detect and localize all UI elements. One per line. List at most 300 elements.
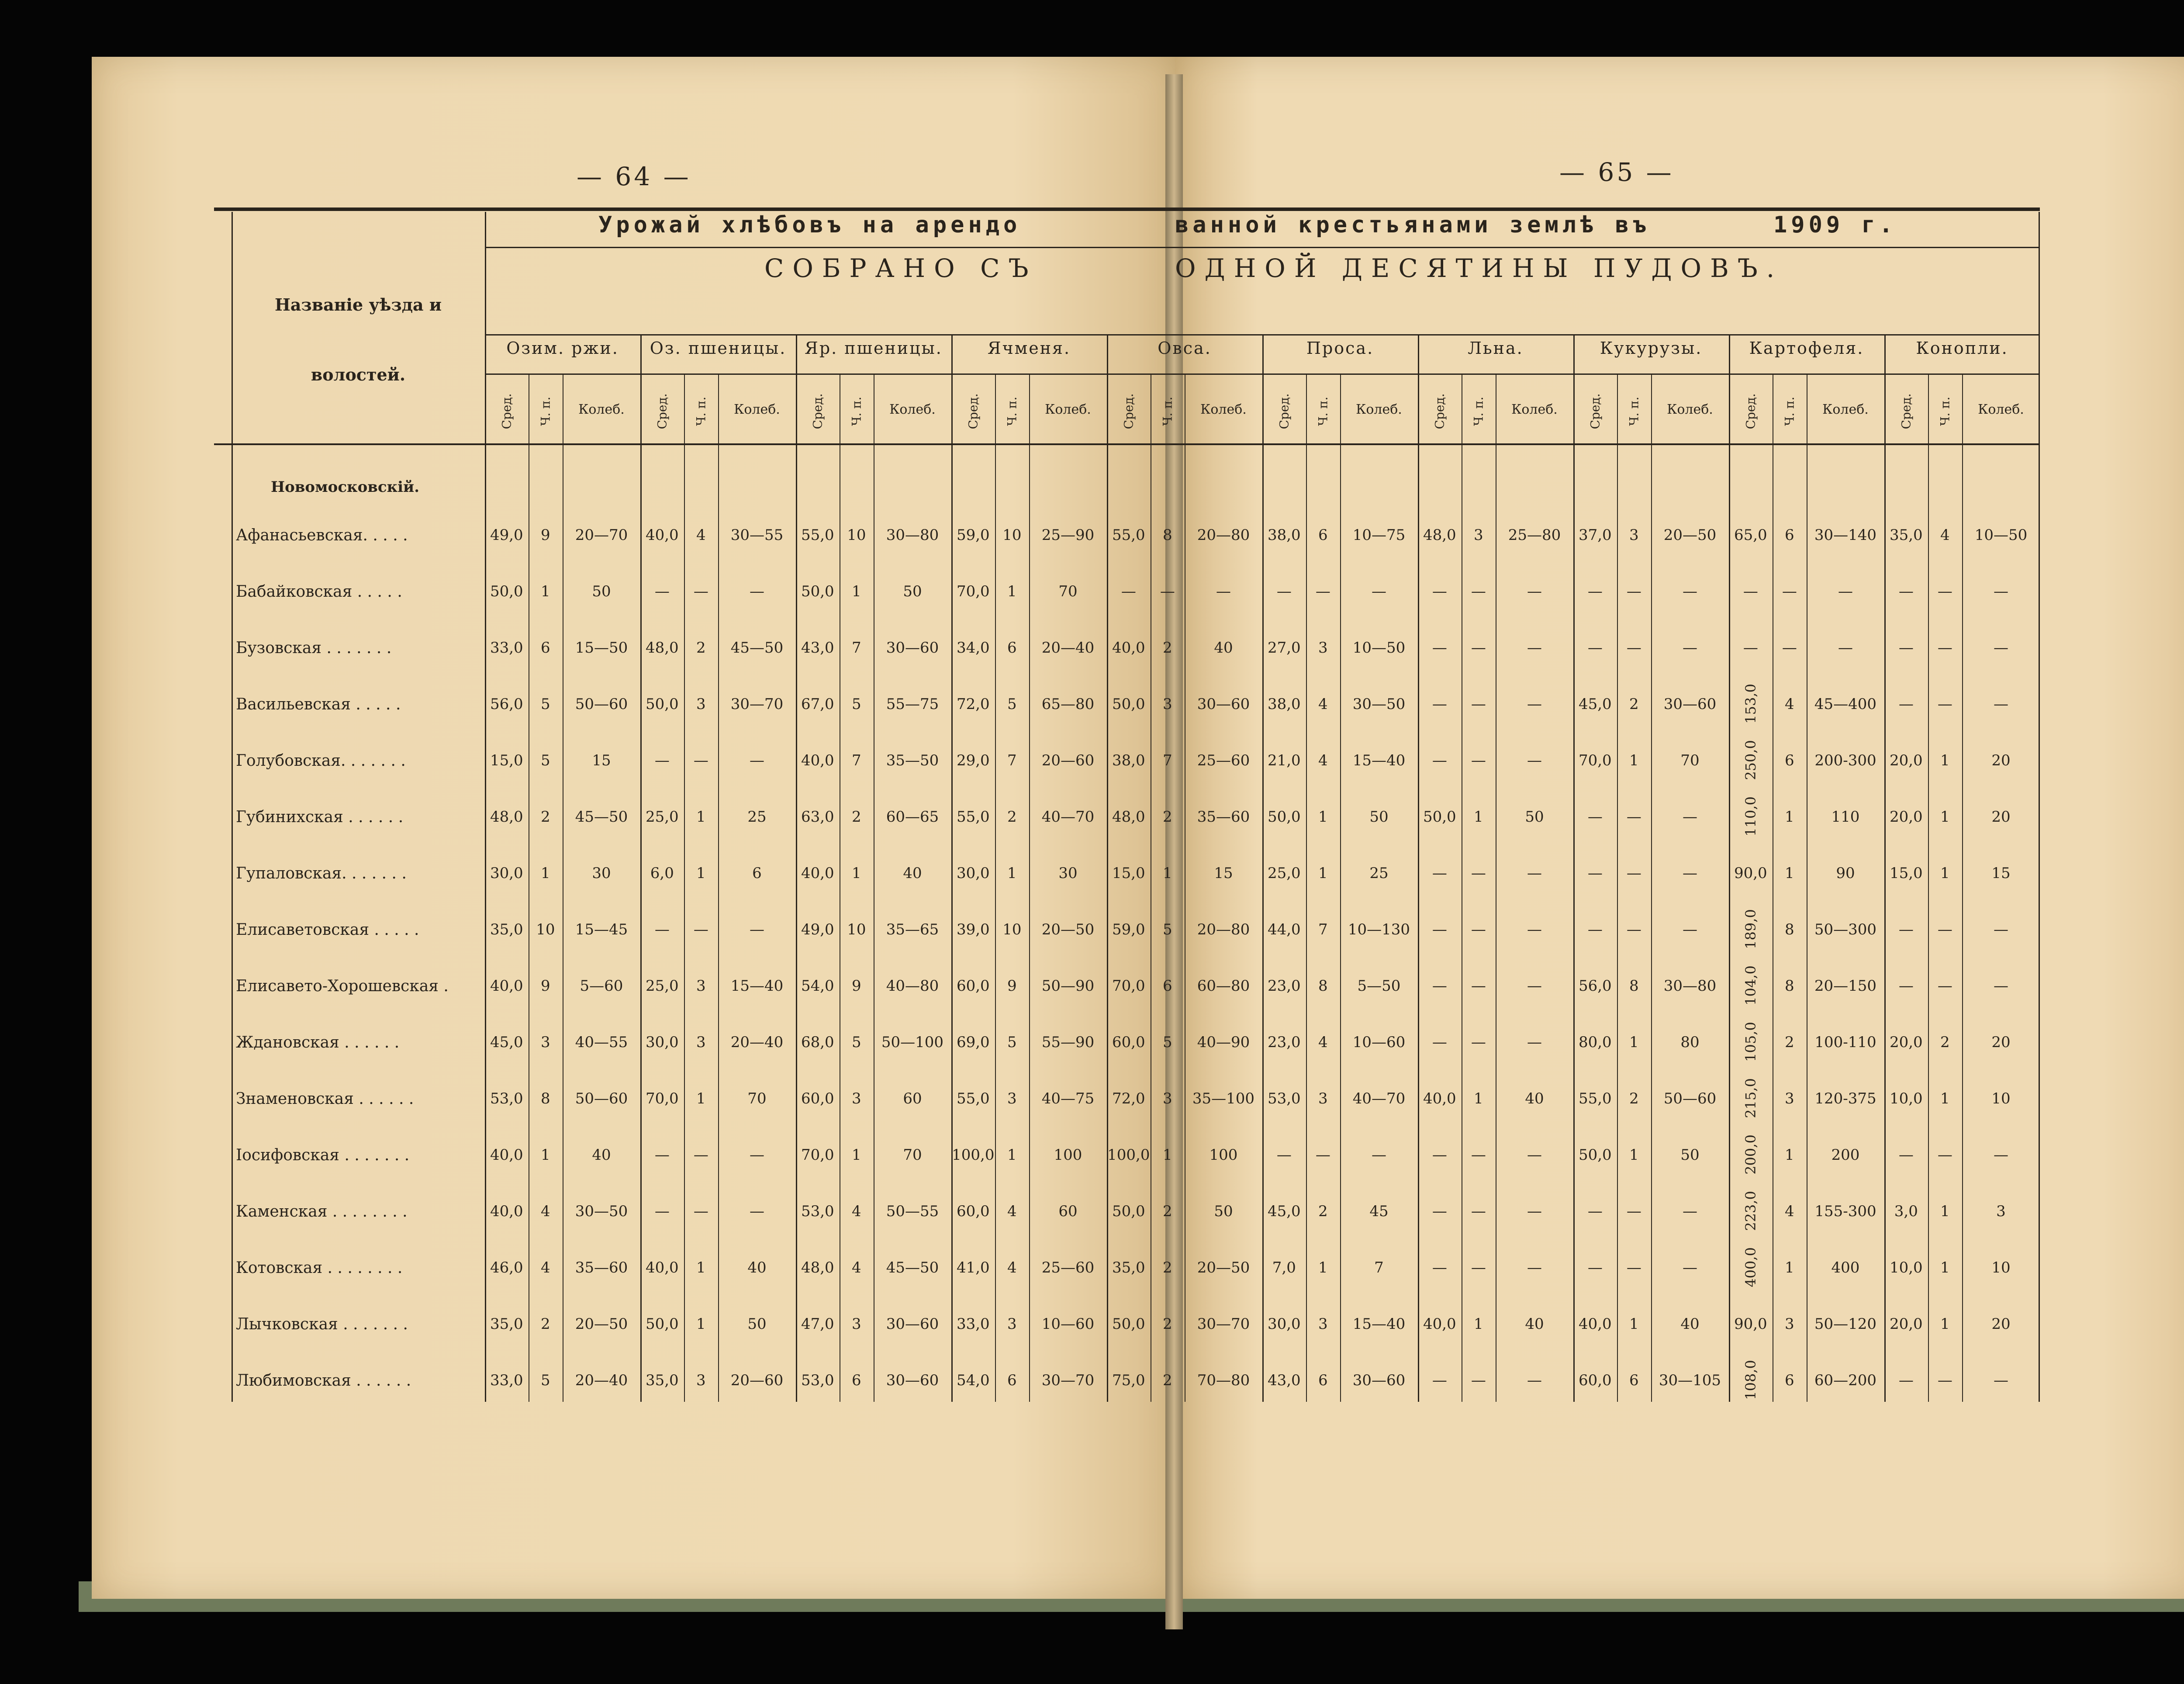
table-cell: 23,0: [1267, 977, 1301, 995]
volost-name: Котовская . . . . . . . .: [236, 1259, 403, 1277]
sub-header-cp: Ч. п.: [1471, 397, 1486, 426]
table-cell: 40: [592, 1146, 611, 1164]
table-cell: 10—60: [1041, 1315, 1095, 1333]
table-cell: 1: [1940, 752, 1950, 769]
table-cell: 40,0: [1578, 1315, 1612, 1333]
table-cell: —: [1683, 639, 1697, 657]
table-cell: 45—50: [886, 1259, 939, 1276]
table-cell: —: [693, 921, 708, 938]
table-cell: 30—50: [1352, 695, 1406, 713]
table-cell: —: [1626, 921, 1641, 938]
table-cell: 100: [1209, 1146, 1238, 1164]
table-cell: 20: [1991, 1315, 2011, 1333]
table-cell: 70: [1058, 583, 1078, 600]
sub-header-cp: Ч. п.: [1938, 397, 1952, 426]
table-cell: 5: [541, 752, 550, 769]
table-cell: 400,0: [1742, 1247, 1759, 1287]
table-cell: 4: [852, 1259, 861, 1276]
table-cell: —: [1276, 583, 1292, 600]
table-cell: —: [1527, 1203, 1542, 1220]
table-cell: 40: [903, 864, 922, 882]
table-cell: 25,0: [645, 808, 679, 826]
volost-name: Іосифовская . . . . . . .: [236, 1146, 410, 1164]
table-cell: 55—90: [1041, 1034, 1095, 1051]
table-cell: 41,0: [956, 1259, 990, 1276]
sub-header-avg: Сред.: [499, 393, 514, 429]
table-cell: 70—80: [1197, 1372, 1250, 1389]
table-cell: 10: [1991, 1090, 2011, 1107]
table-cell: 215,0: [1742, 1078, 1759, 1118]
table-cell: 6,0: [650, 864, 674, 882]
table-cell: —: [1471, 977, 1486, 995]
table-cell: 60,0: [801, 1090, 834, 1107]
table-cell: 50: [747, 1315, 767, 1333]
table-cell: —: [1432, 921, 1447, 938]
table-cell: —: [750, 752, 764, 769]
table-cell: 1: [1785, 1146, 1794, 1164]
table-cell: —: [1527, 639, 1542, 657]
table-cell: 1: [696, 1090, 706, 1107]
table-cell: 5: [541, 695, 550, 713]
sub-header-cp: Ч. п.: [1005, 397, 1019, 426]
table-cell: 3: [541, 1034, 550, 1051]
table-cell: 1: [1007, 583, 1017, 600]
table-cell: 8: [1318, 977, 1328, 995]
table-cell: 1: [1474, 808, 1483, 826]
table-cell: 4: [1785, 695, 1794, 713]
table-cell: —: [750, 1203, 764, 1220]
table-cell: —: [1937, 639, 1952, 657]
table-cell: 5—50: [1357, 977, 1401, 995]
table-cell: 30: [592, 864, 611, 882]
table-cell: 70: [1680, 752, 1700, 769]
table-cell: 90,0: [1734, 864, 1767, 882]
table-cell: 1: [852, 583, 861, 600]
table-cell: —: [1471, 583, 1486, 600]
table-cell: 40—55: [575, 1034, 628, 1051]
table-cell: 20,0: [1889, 808, 1923, 826]
volost-name: Гупаловская. . . . . . .: [236, 864, 407, 882]
crop-header: Ячменя.: [987, 339, 1071, 358]
table-cell: —: [654, 752, 670, 769]
table-cell: 55,0: [1112, 526, 1145, 544]
table-cell: 3: [696, 977, 706, 995]
table-cell: —: [1471, 1372, 1486, 1389]
table-cell: 30—60: [886, 1372, 939, 1389]
crop-header: Яр. пшеницы.: [805, 339, 943, 358]
table-cell: 35—65: [886, 921, 939, 938]
table-cell: 48,0: [801, 1259, 834, 1276]
sub-header-avg: Сред.: [1277, 393, 1292, 429]
table-cell: 10—60: [1352, 1034, 1406, 1051]
table-cell: 40,0: [1112, 639, 1145, 657]
table-cell: 400: [1831, 1259, 1860, 1276]
table-cell: 20—50: [1663, 526, 1717, 544]
table-cell: —: [1782, 639, 1797, 657]
table-cell: 60—200: [1814, 1372, 1877, 1389]
table-cell: 46,0: [490, 1259, 523, 1276]
table-cell: —: [1937, 977, 1952, 995]
table-cell: 50: [1369, 808, 1389, 826]
table-cell: —: [1527, 752, 1542, 769]
table-cell: 40,0: [1423, 1315, 1456, 1333]
table-cell: 53,0: [490, 1090, 523, 1107]
sub-header-range: Колеб.: [1511, 402, 1558, 417]
table-cell: 40—80: [886, 977, 939, 995]
table-cell: 15: [1991, 864, 2011, 882]
table-cell: 40: [1525, 1315, 1544, 1333]
table-cell: 6: [1785, 752, 1794, 769]
table-cell: 65—80: [1041, 695, 1095, 713]
table-cell: 53,0: [801, 1372, 834, 1389]
table-cell: —: [1432, 583, 1447, 600]
table-cell: 3: [1318, 1090, 1328, 1107]
table-cell: 5: [1163, 921, 1172, 938]
table-cell: —: [1471, 695, 1486, 713]
table-cell: 50—120: [1814, 1315, 1877, 1333]
crop-header: Конопли.: [1916, 339, 2008, 358]
table-cell: —: [1898, 977, 1914, 995]
table-cell: —: [1432, 864, 1447, 882]
table-subtitle-right: ОДНОЙ ДЕСЯТИНЫ ПУДОВЪ.: [1175, 253, 1783, 283]
table-cell: 25—60: [1041, 1259, 1095, 1276]
table-cell: 29,0: [956, 752, 990, 769]
table-cell: 189,0: [1742, 909, 1759, 949]
table-cell: 70,0: [1578, 752, 1612, 769]
table-cell: —: [1898, 1146, 1914, 1164]
table-cell: 155-300: [1814, 1203, 1876, 1220]
table-cell: 4: [696, 526, 706, 544]
table-cell: 40—70: [1041, 808, 1095, 826]
table-cell: 30,0: [645, 1034, 679, 1051]
table-cell: —: [1432, 1203, 1447, 1220]
table-cell: 49,0: [801, 921, 834, 938]
table-cell: —: [1587, 583, 1603, 600]
table-cell: 105,0: [1742, 1022, 1759, 1062]
table-cell: 1: [1318, 864, 1328, 882]
table-cell: 1: [1318, 808, 1328, 826]
table-cell: 10,0: [1889, 1090, 1923, 1107]
table-cell: 3: [1474, 526, 1483, 544]
table-cell: 7: [1007, 752, 1017, 769]
volost-name: Голубовская. . . . . . .: [236, 752, 406, 770]
crop-header: Оз. пшеницы.: [650, 339, 787, 358]
table-cell: —: [1315, 583, 1330, 600]
table-cell: 2: [1318, 1203, 1328, 1220]
table-cell: 70,0: [1112, 977, 1145, 995]
table-cell: 1: [1629, 752, 1639, 769]
table-cell: 3: [852, 1315, 861, 1333]
volost-name: Губинихская . . . . . .: [236, 808, 404, 826]
table-cell: 30: [1058, 864, 1078, 882]
table-cell: 2: [1163, 808, 1172, 826]
table-cell: 50,0: [645, 695, 679, 713]
table-cell: 50—60: [575, 695, 628, 713]
table-cell: 40,0: [490, 977, 523, 995]
table-cell: 6: [1785, 526, 1794, 544]
table-cell: 70: [747, 1090, 767, 1107]
table-cell: 10: [847, 921, 866, 938]
sub-header-avg: Сред.: [655, 393, 670, 429]
table-cell: 15,0: [1112, 864, 1145, 882]
table-cell: 40,0: [645, 1259, 679, 1276]
table-cell: 50,0: [1112, 695, 1145, 713]
table-cell: 250,0: [1742, 740, 1759, 780]
table-cell: 30—140: [1814, 526, 1877, 544]
table-cell: 50—55: [886, 1203, 939, 1220]
table-cell: 153,0: [1742, 684, 1759, 724]
table-cell: 44,0: [1267, 921, 1301, 938]
table-cell: 1: [1007, 1146, 1017, 1164]
table-cell: —: [1527, 977, 1542, 995]
table-cell: —: [1994, 639, 2008, 657]
table-cell: 100-110: [1814, 1034, 1876, 1051]
table-cell: 2: [1163, 639, 1172, 657]
table-cell: 20,0: [1889, 752, 1923, 769]
table-cell: 45,0: [1578, 695, 1612, 713]
table-cell: 50,0: [1112, 1315, 1145, 1333]
table-cell: 1: [1629, 1146, 1639, 1164]
table-cell: 48,0: [645, 639, 679, 657]
table-cell: 4: [1007, 1259, 1017, 1276]
sub-header-range: Колеб.: [1822, 402, 1869, 417]
table-cell: 15—50: [575, 639, 628, 657]
table-cell: —: [1994, 1146, 2008, 1164]
table-cell: 1: [696, 808, 706, 826]
table-cell: 1: [1163, 1146, 1172, 1164]
table-cell: 5—60: [580, 977, 623, 995]
table-cell: 40—75: [1041, 1090, 1095, 1107]
table-cell: 20,0: [1889, 1315, 1923, 1333]
table-cell: 4: [1785, 1203, 1794, 1220]
table-cell: 35—60: [575, 1259, 628, 1276]
table-cell: 1: [1474, 1090, 1483, 1107]
table-cell: 65,0: [1734, 526, 1767, 544]
table-cell: 3: [1785, 1090, 1794, 1107]
table-cell: —: [1626, 1203, 1641, 1220]
table-cell: 20: [1991, 808, 2011, 826]
table-cell: —: [1994, 977, 2008, 995]
table-cell: 15—40: [730, 977, 784, 995]
table-cell: 2: [1163, 1315, 1172, 1333]
table-cell: 4: [852, 1203, 861, 1220]
table-cell: 60: [1058, 1203, 1078, 1220]
table-cell: 70: [903, 1146, 922, 1164]
table-cell: 50—300: [1814, 921, 1877, 938]
table-cell: 20—60: [1041, 752, 1095, 769]
table-cell: 30—55: [730, 526, 784, 544]
table-cell: —: [1432, 1034, 1447, 1051]
table-cell: 1: [541, 864, 550, 882]
table-cell: 50: [1680, 1146, 1700, 1164]
table-cell: 50: [903, 583, 922, 600]
volost-name: Бузовская . . . . . . .: [236, 639, 392, 657]
table-cell: 30—80: [886, 526, 939, 544]
table-cell: 1: [1940, 1315, 1950, 1333]
table-cell: 3: [696, 1034, 706, 1051]
table-cell: 3: [852, 1090, 861, 1107]
table-cell: 20—40: [575, 1372, 628, 1389]
table-cell: 39,0: [956, 921, 990, 938]
table-cell: 50,0: [801, 583, 834, 600]
table-cell: 6: [1318, 1372, 1328, 1389]
table-cell: 72,0: [1112, 1090, 1145, 1107]
table-cell: 20: [1991, 752, 2011, 769]
sub-header-avg: Сред.: [966, 393, 981, 429]
crop-header: Овса.: [1158, 339, 1212, 358]
table-cell: 35,0: [1112, 1259, 1145, 1276]
table-cell: 20—80: [1197, 921, 1250, 938]
table-cell: 120-375: [1814, 1090, 1876, 1107]
table-cell: 50—100: [881, 1034, 944, 1051]
table-cell: 1: [1318, 1259, 1328, 1276]
table-cell: 45—50: [730, 639, 784, 657]
header-bottom-rule: [214, 443, 2040, 445]
table-cell: 1: [696, 1315, 706, 1333]
table-cell: 25—90: [1041, 526, 1095, 544]
table-cell: 7: [1318, 921, 1328, 938]
table-cell: —: [1838, 583, 1853, 600]
table-cell: 1: [1940, 1203, 1950, 1220]
table-cell: 2: [541, 1315, 550, 1333]
table-cell: 50—90: [1041, 977, 1095, 995]
table-cell: —: [1898, 695, 1914, 713]
table-right-edge: [2039, 212, 2040, 1402]
table-cell: 40: [747, 1259, 767, 1276]
table-cell: —: [1743, 583, 1758, 600]
table-cell: 56,0: [1578, 977, 1612, 995]
table-cell: 7: [852, 752, 861, 769]
header-rule-1: [485, 247, 2040, 248]
table-cell: —: [1432, 752, 1447, 769]
sub-header-range: Колеб.: [1667, 402, 1713, 417]
table-cell: 104,0: [1742, 965, 1759, 1006]
district-name: Новомосковскій.: [271, 478, 420, 496]
table-cell: 45—50: [575, 808, 628, 826]
table-cell: 1: [1785, 864, 1794, 882]
table-cell: 2: [1163, 1203, 1172, 1220]
table-cell: 40: [1525, 1090, 1544, 1107]
table-cell: 63,0: [801, 808, 834, 826]
table-cell: 35,0: [490, 1315, 523, 1333]
table-cell: —: [1372, 1146, 1386, 1164]
table-cell: 4: [1318, 695, 1328, 713]
table-cell: 1: [1474, 1315, 1483, 1333]
table-cell: —: [1587, 921, 1603, 938]
table-cell: 53,0: [801, 1203, 834, 1220]
table-cell: 2: [1629, 1090, 1639, 1107]
table-cell: 54,0: [956, 1372, 990, 1389]
table-cell: 1: [852, 1146, 861, 1164]
table-cell: 60—80: [1197, 977, 1250, 995]
volost-name: Елисаветовская . . . . .: [236, 921, 419, 939]
table-cell: 40: [1680, 1315, 1700, 1333]
table-cell: 53,0: [1267, 1090, 1301, 1107]
table-cell: 8: [541, 1090, 550, 1107]
table-cell: 5: [1163, 1034, 1172, 1051]
table-cell: 3: [696, 695, 706, 713]
table-cell: —: [1994, 1372, 2008, 1389]
table-cell: 54,0: [801, 977, 834, 995]
table-cell: 30—50: [575, 1203, 628, 1220]
table-cell: 10—130: [1348, 921, 1410, 938]
table-cell: —: [654, 1203, 670, 1220]
table-cell: 1: [1629, 1315, 1639, 1333]
table-cell: 3: [1996, 1203, 2006, 1220]
table-cell: 50—60: [1663, 1090, 1717, 1107]
sub-header-avg: Сред.: [1588, 393, 1603, 429]
table-cell: 4: [1318, 1034, 1328, 1051]
table-cell: 50: [1525, 808, 1544, 826]
table-cell: 3: [1163, 1090, 1172, 1107]
sub-header-avg: Сред.: [810, 393, 825, 429]
table-cell: —: [1471, 864, 1486, 882]
table-cell: 49,0: [490, 526, 523, 544]
table-cell: 30,0: [490, 864, 523, 882]
table-cell: 23,0: [1267, 1034, 1301, 1051]
table-cell: 50,0: [1112, 1203, 1145, 1220]
table-cell: —: [1527, 695, 1542, 713]
table-cell: 223,0: [1742, 1191, 1759, 1231]
table-cell: 4: [1940, 526, 1950, 544]
table-cell: 35—50: [886, 752, 939, 769]
table-cell: 40,0: [490, 1203, 523, 1220]
table-cell: —: [1937, 921, 1952, 938]
table-cell: 1: [1940, 1090, 1950, 1107]
table-cell: —: [1276, 1146, 1292, 1164]
sub-header-range: Колеб.: [578, 402, 625, 417]
table-cell: —: [654, 583, 670, 600]
sub-header-cp: Ч. п.: [538, 397, 553, 426]
table-cell: 1: [1940, 808, 1950, 826]
table-cell: 1: [1940, 864, 1950, 882]
table-cell: —: [1838, 639, 1853, 657]
table-cell: 30—70: [1197, 1315, 1250, 1333]
table-cell: 9: [1007, 977, 1017, 995]
table-cell: 40—90: [1197, 1034, 1250, 1051]
table-cell: 10,0: [1889, 1259, 1923, 1276]
table-cell: 15—45: [575, 921, 628, 938]
table-cell: 3: [1785, 1315, 1794, 1333]
table-cell: 60: [903, 1090, 922, 1107]
table-cell: 4: [541, 1203, 550, 1220]
table-cell: —: [1626, 583, 1641, 600]
table-cell: —: [1587, 864, 1603, 882]
table-cell: 5: [852, 1034, 861, 1051]
table-cell: 80: [1680, 1034, 1700, 1051]
table-cell: 33,0: [490, 639, 523, 657]
table-cell: 30—70: [730, 695, 784, 713]
table-cell: 110: [1831, 808, 1860, 826]
table-cell: —: [1994, 583, 2008, 600]
table-cell: 35,0: [1889, 526, 1923, 544]
table-top-rule: [214, 207, 2040, 211]
table-cell: —: [1626, 639, 1641, 657]
table-cell: 7: [852, 639, 861, 657]
table-cell: 8: [1629, 977, 1639, 995]
table-cell: 69,0: [956, 1034, 990, 1051]
table-cell: 25: [747, 808, 767, 826]
volost-name: Знаменовская . . . . . .: [236, 1090, 414, 1108]
table-cell: —: [1432, 695, 1447, 713]
table-cell: 30—60: [1663, 695, 1717, 713]
table-cell: —: [750, 1146, 764, 1164]
table-cell: —: [1937, 695, 1952, 713]
table-cell: 59,0: [1112, 921, 1145, 938]
table-cell: 10: [1991, 1259, 2011, 1276]
table-cell: 2: [696, 639, 706, 657]
table-cell: —: [1782, 583, 1797, 600]
